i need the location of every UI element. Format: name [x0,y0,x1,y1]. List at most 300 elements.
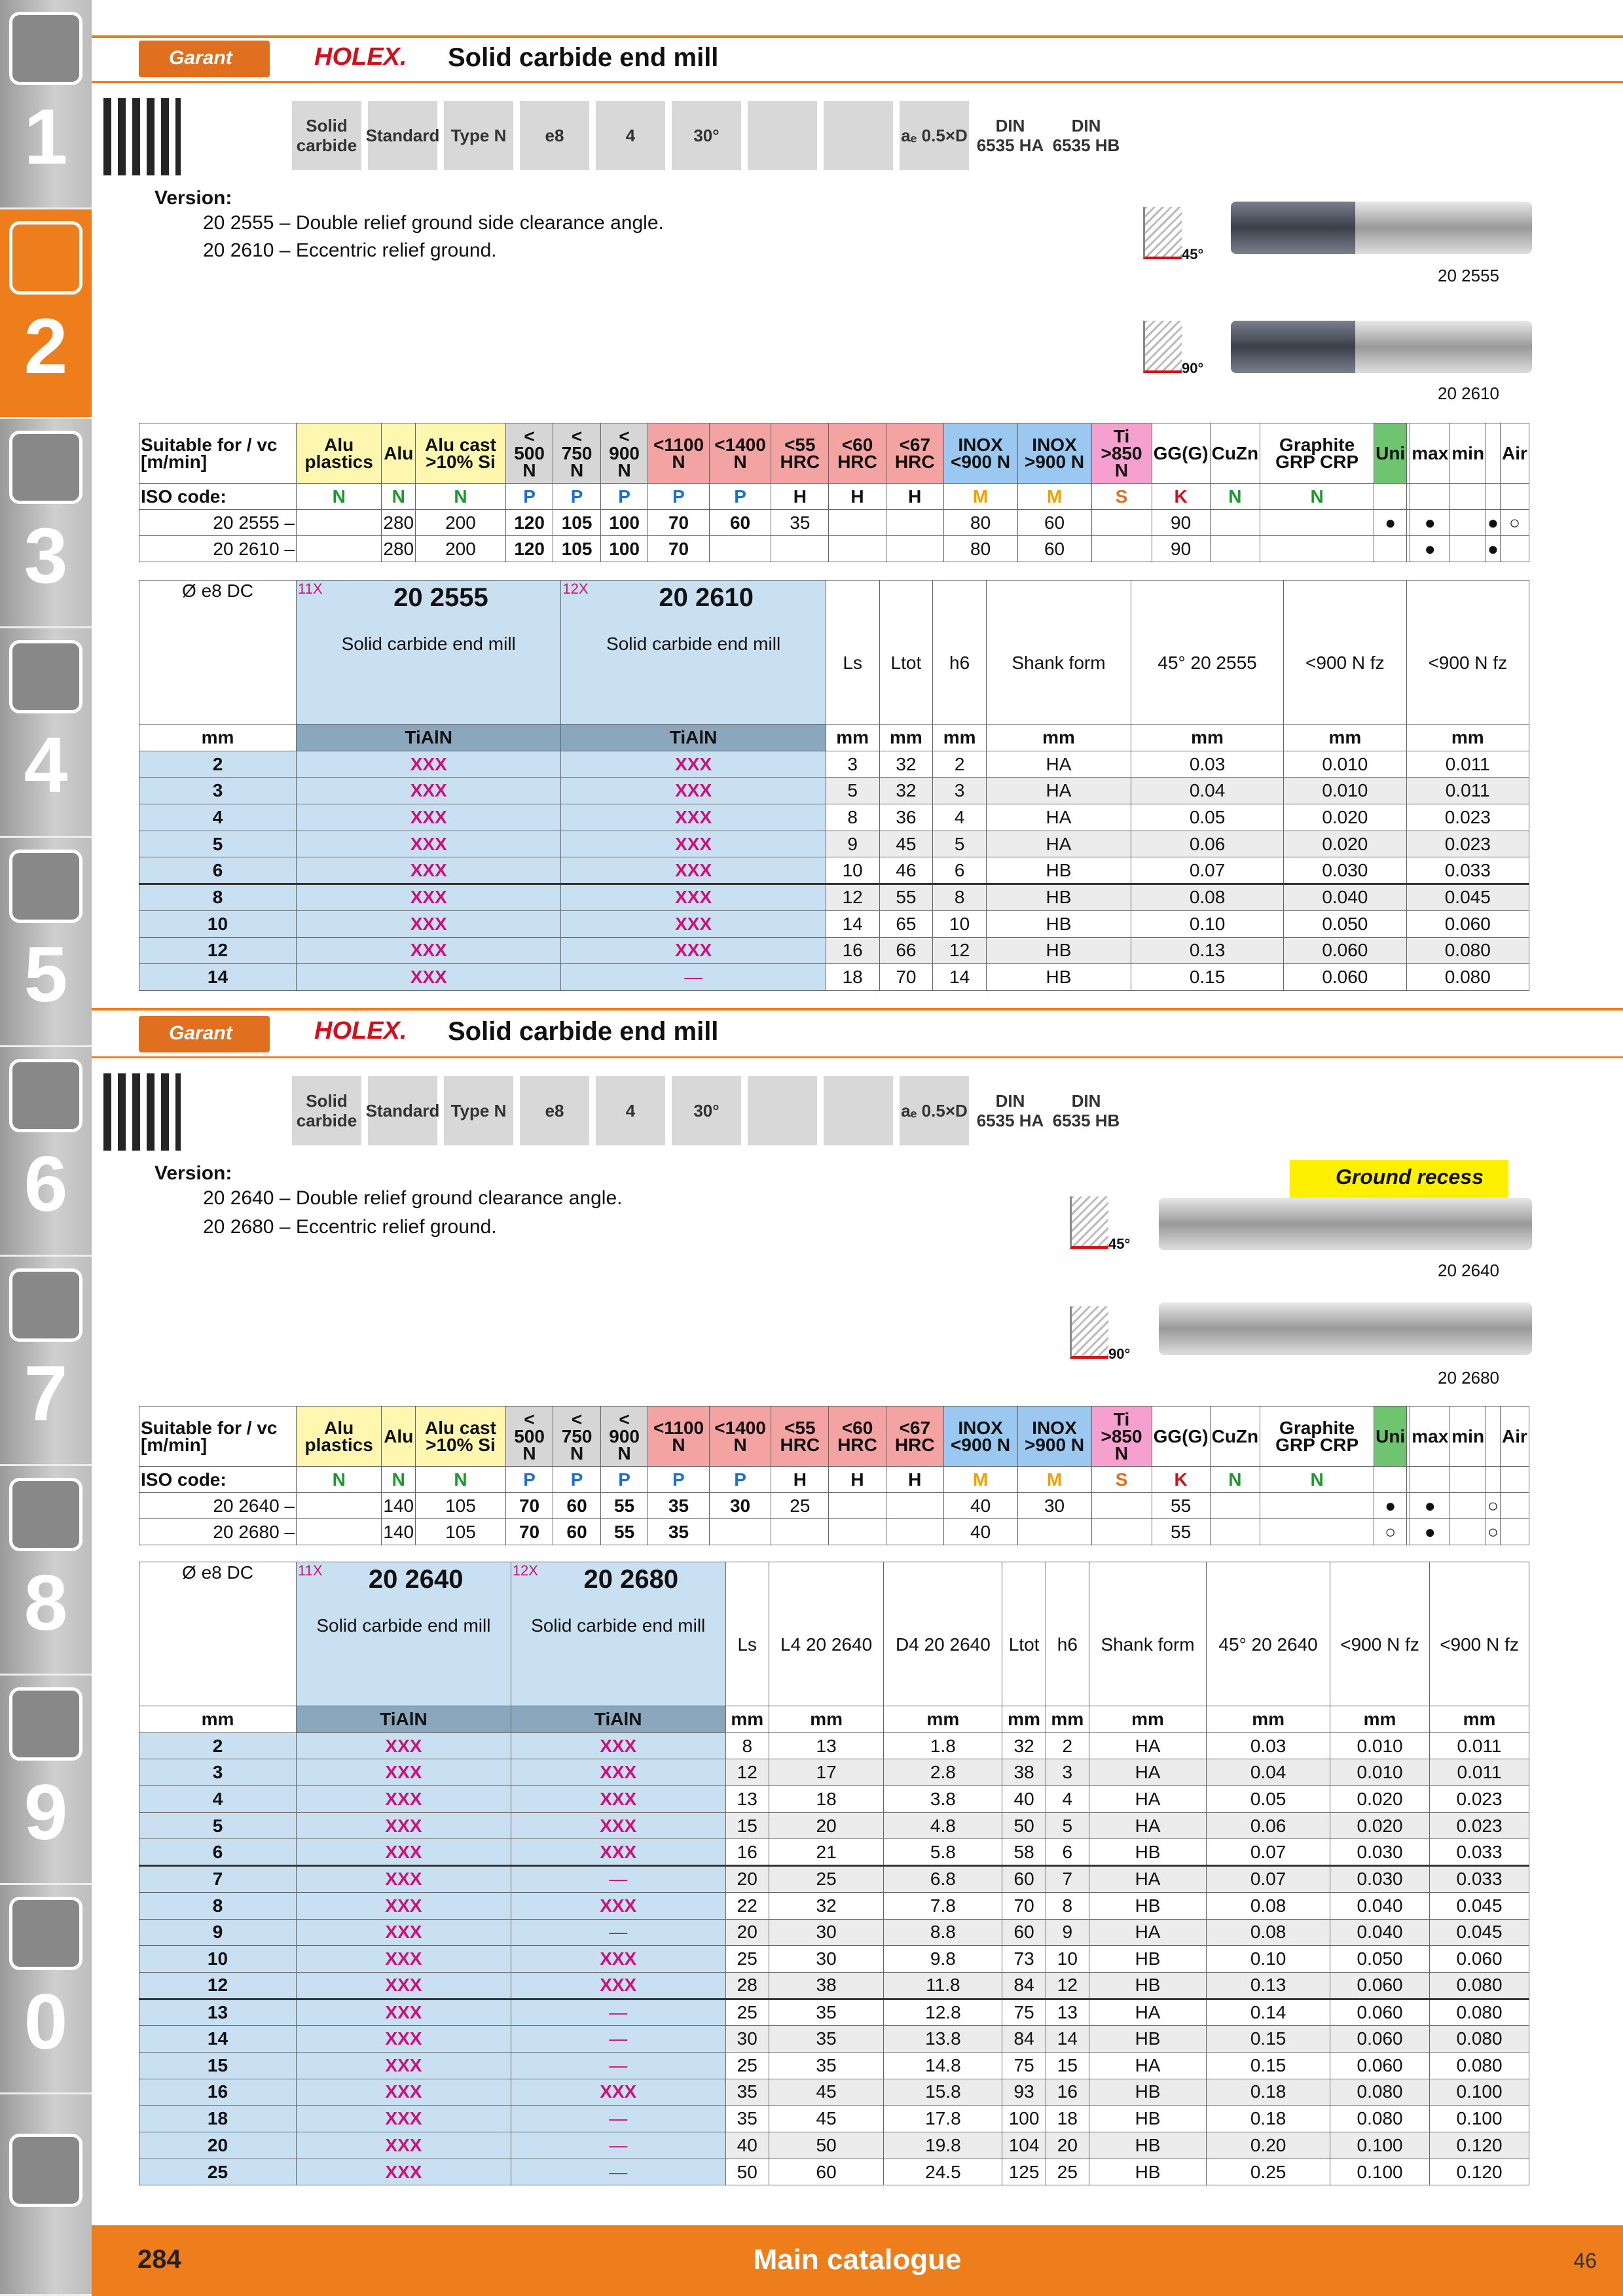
value-cell: 50 [725,2159,769,2185]
suit-header-cell: Graphite GRP CRP [1260,423,1374,484]
suit-value-cell: ● [1486,536,1501,562]
suit-value-cell [1091,536,1152,562]
value-cell: HB [1089,2106,1206,2132]
suit-value-cell [1260,1519,1374,1545]
col-header: <900 N fz [1430,1562,1529,1706]
header-rule [92,1008,1623,1011]
value-cell: 20 [769,1812,883,1839]
iso-code-cell: S [1091,1467,1152,1493]
value-cell: 0.03 [1131,751,1283,778]
value-cell: 0.080 [1406,964,1529,991]
unit-cell: mm [725,1706,769,1733]
value-cell: 4 [933,804,987,831]
value-cell: 93 [1002,2079,1046,2106]
chapter-tab-7[interactable]: 7 [0,1257,92,1466]
value-cell: 14 [1046,2026,1089,2053]
col-header-article: 12X 20 2680 Solid carbide end mill [511,1562,725,1706]
col-header: L4 20 2640 [769,1562,883,1706]
value-cell: XXX [297,1759,511,1786]
iso-code-cell [1374,1467,1407,1493]
value-cell: 16 [725,1839,769,1866]
iso-code-cell [1500,1467,1529,1493]
value-cell: 0.15 [1131,964,1283,991]
value-cell: HA [1089,1999,1206,2026]
col-header: h6 [1046,1562,1089,1706]
value-cell: 2.8 [884,1759,1002,1786]
value-cell: 0.18 [1207,2106,1330,2132]
value-cell: 0.011 [1406,751,1529,778]
diameter-cell: 9 [139,1919,297,1946]
value-cell: XXX [297,884,561,911]
suit-value-cell: 60 [553,1493,601,1519]
garant-logo: Garant [139,41,270,77]
value-cell: 45 [769,2106,883,2132]
diameter-cell: 10 [139,1946,297,1973]
value-cell: 6 [1046,1839,1089,1866]
diameter-cell: 3 [139,1759,297,1786]
value-cell: 5.8 [884,1839,1002,1866]
suit-header-cell: Uni [1374,1407,1407,1467]
suit-header-cell: CuZn [1210,1407,1260,1467]
garant-logo: Garant [139,1016,270,1052]
suit-header-cell: < 750 N [553,1407,601,1467]
chapter-tab-info[interactable] [0,2094,92,2296]
saw-blade-icon [9,850,82,923]
iso-code-cell: P [505,1467,553,1493]
value-cell: 100 [1002,2106,1046,2132]
chapter-tab-8[interactable]: 8 [0,1466,92,1676]
section-title: Solid carbide end mill [448,1017,719,1046]
suit-value-cell [297,510,382,536]
value-cell: 35 [769,1999,883,2026]
suit-value-cell: 100 [600,510,648,536]
suit-value-cell [829,536,886,562]
suit-value-cell: 20 2640 – [139,1493,297,1519]
value-cell: 0.040 [1284,884,1406,911]
chapter-tab-6[interactable]: 6 [0,1047,92,1257]
iso-code-cell [1450,484,1486,510]
value-cell: HA [1089,1759,1206,1786]
col-header: Ltot [1002,1562,1046,1706]
value-cell: 104 [1002,2132,1046,2159]
value-cell: XXX [297,910,561,937]
suit-header-cell: Suitable for / vc [m/min] [139,423,297,484]
iso-code-cell: H [886,484,943,510]
suit-value-cell [771,536,829,562]
plunge-icon [748,101,817,170]
suit-value-cell: 100 [600,536,648,562]
suit-value-cell: 120 [505,510,553,536]
suit-value-cell: ○ [1374,1519,1407,1545]
suit-value-cell: 55 [1152,1493,1210,1519]
suit-header-cell: INOX >900 N [1017,423,1091,484]
value-cell: XXX [561,910,826,937]
suit-value-cell: ○ [1486,1493,1501,1519]
chapter-tab-1[interactable]: 1 [0,0,92,209]
value-cell: 0.080 [1430,1999,1529,2026]
value-cell: XXX [561,857,826,884]
suit-header-cell: CuZn [1210,423,1260,484]
suit-header-cell: Alu plastics [297,1407,382,1467]
iso-code-cell: P [505,484,553,510]
iso-code-cell: P [709,484,771,510]
value-cell: 13 [725,1786,769,1813]
value-cell: XXX [297,2132,511,2159]
suit-value-cell: 90 [1152,510,1210,536]
value-cell: XXX [561,831,826,857]
value-cell: XXX [297,1732,511,1759]
qr-code[interactable] [103,1073,181,1151]
iso-code-cell: S [1091,484,1152,510]
qr-code[interactable] [103,98,181,175]
suit-value-cell [1260,536,1374,562]
value-cell: 0.100 [1430,2106,1529,2132]
value-cell: 0.13 [1131,937,1283,964]
suit-value-cell: 70 [505,1519,553,1545]
diameter-cell: 2 [139,751,297,778]
suit-header-cell [1486,1407,1501,1467]
value-cell: 30 [769,1919,883,1946]
diameter-cell: 12 [139,1972,297,1999]
value-cell: XXX [511,1759,725,1786]
value-cell: XXX [297,1786,511,1813]
din-ha-icon: DIN 6535 HA [976,101,1045,170]
iso-code-cell: P [709,1467,771,1493]
value-cell: 14 [826,910,879,937]
suit-header-cell: Alu plastics [297,423,382,484]
value-cell: 0.06 [1131,831,1283,857]
suit-header-cell: min [1450,1407,1486,1467]
chapter-tab-2[interactable]: 2 [0,209,92,419]
suit-header-cell: <1100 N [648,1407,709,1467]
diameter-cell: 20 [139,2132,297,2159]
diameter-cell: 4 [139,804,297,831]
value-cell: 0.20 [1207,2132,1330,2159]
value-cell: HA [986,778,1131,804]
value-cell: HA [1089,1732,1206,1759]
col-header: <900 N fz [1284,581,1406,725]
suit-header-cell: <1100 N [648,423,709,484]
suit-value-cell [1091,1519,1152,1545]
value-cell: 10 [933,910,987,937]
suit-header-cell: INOX >900 N [1017,1407,1091,1467]
suit-value-cell [1450,1519,1486,1545]
suit-value-cell: 105 [416,1519,506,1545]
din-hb-icon: DIN 6535 HB [1051,101,1121,170]
value-cell: HB [1089,1839,1206,1866]
suit-header-cell: < 900 N [600,1407,648,1467]
value-cell: — [511,2052,725,2079]
value-cell: XXX [297,2106,511,2132]
chapter-tab-3[interactable]: 3 [0,419,92,628]
value-cell: XXX [561,937,826,964]
value-cell: 0.040 [1330,1892,1430,1919]
suit-header-cell: max [1410,1407,1450,1467]
iso-code-cell: H [829,1467,886,1493]
wrench-icon [9,1059,82,1132]
value-cell: — [511,2026,725,2053]
suit-value-cell: ● [1374,1493,1407,1519]
pliers-icon [9,1268,82,1342]
type-n-icon: Type N [444,1076,513,1145]
value-cell: 14.8 [884,2052,1002,2079]
col-header: 45° 20 2555 [1131,581,1283,725]
dimension-table [139,1562,1529,2185]
version-label: Version: [155,187,232,209]
value-cell: 0.060 [1330,1972,1430,1999]
value-cell: 30 [769,1946,883,1973]
value-cell: HA [1089,1786,1206,1813]
value-cell: 50 [1002,1812,1046,1839]
value-cell: XXX [297,2052,511,2079]
value-cell: XXX [297,804,561,831]
din-hb-icon: DIN 6535 HB [1051,1076,1121,1145]
unit-cell: mm [1430,1706,1529,1733]
value-cell: 25 [769,1866,883,1893]
value-cell: 32 [879,751,933,778]
iso-code-cell [1450,1467,1486,1493]
iso-code-cell: H [886,1467,943,1493]
value-cell: XXX [511,1946,725,1973]
unit-cell: mm [986,725,1131,751]
chapter-tab-5[interactable]: 5 [0,838,92,1047]
unit-cell: mm [1406,725,1529,751]
unit-cell: mm [1330,1706,1430,1733]
value-cell: 50 [769,2132,883,2159]
value-cell: 21 [769,1839,883,1866]
value-cell: 32 [1002,1732,1046,1759]
value-cell: 0.010 [1284,778,1406,804]
value-cell: 0.080 [1330,2106,1430,2132]
value-cell: 9 [1046,1919,1089,1946]
tool-code: 20 2680 [1438,1368,1499,1388]
coating-cell: TiAlN [297,725,561,751]
value-cell: 0.08 [1131,884,1283,911]
unit-cell: mm [1207,1706,1330,1733]
value-cell: 0.10 [1131,910,1283,937]
chapter-tab-9[interactable]: 9 [0,1676,92,1885]
suit-value-cell: ● [1410,1493,1450,1519]
value-cell: 0.06 [1207,1812,1330,1839]
ae-icon: aₑ 0.5×D [900,101,969,170]
value-cell: 0.080 [1430,2026,1529,2053]
value-cell: 0.060 [1330,1999,1430,2026]
value-cell: 0.033 [1406,857,1529,884]
suit-header-cell: Alu cast >10% Si [416,1407,506,1467]
value-cell: 5 [933,831,987,857]
value-cell: XXX [561,884,826,911]
ae-icon: aₑ 0.5×D [900,1076,969,1145]
suit-value-cell: 70 [648,510,709,536]
value-cell: XXX [297,1946,511,1973]
value-cell: 0.18 [1207,2079,1330,2106]
value-cell: 3 [826,751,879,778]
value-cell: 30 [725,2026,769,2053]
value-cell: 20 [1046,2132,1089,2159]
value-cell: 5 [1046,1812,1089,1839]
value-cell: 70 [879,964,933,991]
value-cell: 18 [769,1786,883,1813]
plunge-icon [748,1076,817,1145]
value-cell: 0.023 [1406,804,1529,831]
value-cell: 3.8 [884,1786,1002,1813]
unit-cell: mm [769,1706,883,1733]
diameter-cell: 10 [139,910,297,937]
suit-header-cell: INOX <900 N [943,423,1017,484]
col-header: Shank form [986,581,1131,725]
suit-value-cell: 140 [382,1493,416,1519]
value-cell: 0.020 [1330,1786,1430,1813]
value-cell: 0.011 [1430,1759,1529,1786]
diameter-cell: 2 [139,1732,297,1759]
col-header-article: 11X 20 2640 Solid carbide end mill [297,1562,511,1706]
value-cell: 25 [725,1999,769,2026]
value-cell: XXX [297,1972,511,1999]
value-cell: 60 [769,2159,883,2185]
value-cell: 0.100 [1330,2132,1430,2159]
value-cell: 125 [1002,2159,1046,2185]
value-cell: HA [986,751,1131,778]
unit-cell: mm [139,1706,297,1733]
col-header: <900 N fz [1330,1562,1430,1706]
section-title: Solid carbide end mill [448,43,719,72]
value-cell: 24.5 [884,2159,1002,2185]
value-cell: 55 [879,884,933,911]
suit-value-cell: ● [1410,1519,1450,1545]
suit-value-cell [1210,1493,1260,1519]
suit-value-cell: 140 [382,1519,416,1545]
suit-header-cell: < 500 N [505,423,553,484]
iso-code-cell: H [771,484,829,510]
value-cell: 1.8 [884,1732,1002,1759]
suit-value-cell [1374,536,1407,562]
value-cell: 20 [725,1866,769,1893]
angle-90-icon: 90° [1143,321,1182,373]
value-cell: HB [986,910,1131,937]
suit-value-cell: 55 [1152,1519,1210,1545]
value-cell: 73 [1002,1946,1046,1973]
diameter-cell: 8 [139,1892,297,1919]
suit-header-cell: Alu [382,423,416,484]
value-cell: 0.030 [1284,857,1406,884]
value-cell: 0.120 [1430,2159,1529,2185]
suit-value-cell: 105 [553,536,601,562]
value-cell: 12 [1046,1972,1089,1999]
value-cell: HB [1089,1892,1206,1919]
value-cell: 84 [1002,2026,1046,2053]
diameter-cell: 16 [139,2079,297,2106]
iso-code-cell: H [829,484,886,510]
iso-code-cell [1410,484,1450,510]
value-cell: 0.023 [1430,1812,1529,1839]
iso-code-cell: ISO code: [139,484,297,510]
value-cell: HB [986,857,1131,884]
value-cell: 0.050 [1330,1946,1430,1973]
diameter-cell: 15 [139,2052,297,2079]
suit-header-cell: Ti >850 N [1091,1407,1152,1467]
value-cell: 0.060 [1330,2026,1430,2053]
value-cell: HB [986,884,1131,911]
version-line: 20 2640 – Double relief ground clearance angle. [203,1187,623,1209]
value-cell: XXX [297,857,561,884]
iso-code-cell: N [382,1467,416,1493]
value-cell: 0.060 [1330,2052,1430,2079]
value-cell: 12.8 [884,1999,1002,2026]
value-cell: 7 [1046,1866,1089,1893]
value-cell: 7.8 [884,1892,1002,1919]
value-cell: 60 [1002,1919,1046,1946]
value-cell: 5 [826,778,879,804]
flutes-4-icon: 4 [596,101,665,170]
header-rule [92,81,1623,83]
value-cell: HA [986,804,1131,831]
suit-header-cell: < 900 N [600,423,648,484]
suit-value-cell: ○ [1500,510,1529,536]
chapter-tab-4[interactable]: 4 [0,628,92,838]
value-cell: XXX [511,1972,725,1999]
value-cell: 0.011 [1406,778,1529,804]
value-cell: 8 [725,1732,769,1759]
value-cell: 0.030 [1330,1866,1430,1893]
chapter-tab-0[interactable]: 0 [0,1885,92,2094]
col-header-article: 11X 20 2555 Solid carbide end mill [297,581,561,725]
value-cell: 0.080 [1330,2079,1430,2106]
value-cell: 17 [769,1759,883,1786]
suit-value-cell [1500,536,1529,562]
suit-value-cell: 30 [709,1493,771,1519]
unit-cell: mm [1131,725,1283,751]
diameter-cell: 14 [139,2026,297,2053]
value-cell: 0.07 [1207,1866,1330,1893]
diameter-cell: 18 [139,2106,297,2132]
suit-header-cell: Air [1500,423,1529,484]
value-cell: 84 [1002,1972,1046,1999]
suit-value-cell [771,1519,829,1545]
value-cell: 15 [1046,2052,1089,2079]
coating-cell: TiAlN [511,1706,725,1733]
value-cell: XXX [297,1839,511,1866]
value-cell: 36 [879,804,933,831]
iso-code-cell: H [771,1467,829,1493]
value-cell: HA [986,831,1131,857]
value-cell: HA [1089,1812,1206,1839]
value-cell: 12 [933,937,987,964]
suit-header-cell: < 500 N [505,1407,553,1467]
iso-code-cell: P [553,484,601,510]
value-cell: 13.8 [884,2026,1002,2053]
tool-code: 20 2555 [1438,266,1499,285]
suit-value-cell: ● [1374,510,1407,536]
holex-logo: HOLEX. [314,1017,407,1045]
tolerance-e8-icon: e8 [520,101,589,170]
iso-code-cell: N [297,1467,382,1493]
value-cell: 12 [725,1759,769,1786]
iso-code-cell: N [1260,1467,1374,1493]
value-cell: 6.8 [884,1866,1002,1893]
value-cell: XXX [297,964,561,991]
value-cell: XXX [297,1999,511,2026]
angle-90-icon: 90° [1070,1306,1108,1359]
value-cell: 25 [725,1946,769,1973]
value-cell: 0.080 [1406,937,1529,964]
suit-header-cell: <67 HRC [886,423,943,484]
value-cell: XXX [511,1786,725,1813]
value-cell: 40 [725,2132,769,2159]
value-cell: XXX [297,831,561,857]
value-cell: 18 [1046,2106,1089,2132]
col-header: Ls [826,581,879,725]
value-cell: 35 [725,2079,769,2106]
